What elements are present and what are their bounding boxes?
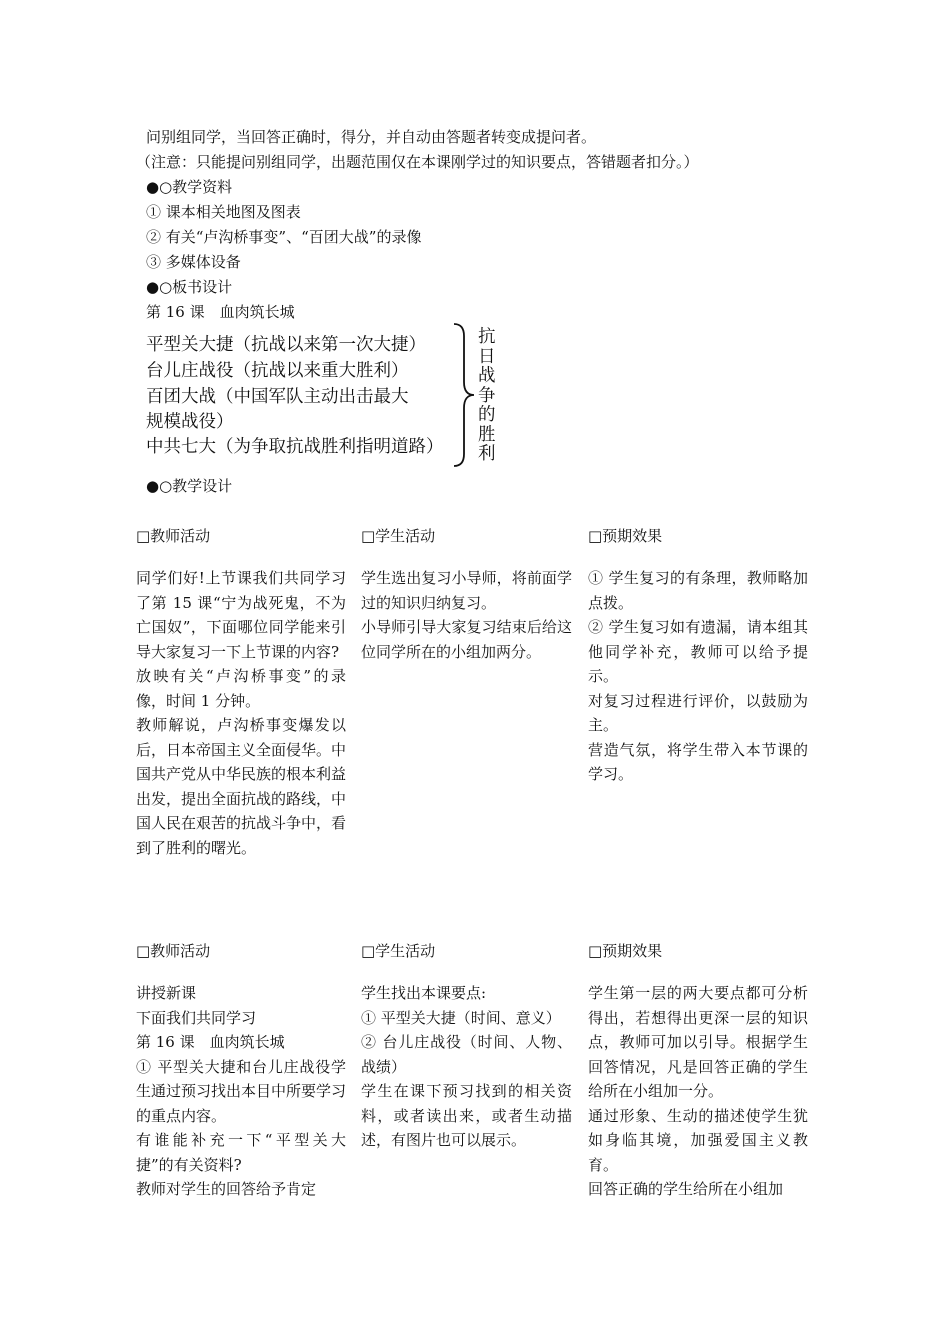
board-side-label (478, 328, 498, 465)
s2-student-column (361, 981, 572, 1153)
intro-line-1: 问别组同学，当回答正确时，得分，并自动由答题者转变成提问者。 (146, 128, 597, 146)
s2-student-para: ② 台儿庄战役（时间、人物、战绩） (361, 1033, 572, 1076)
side-char: 日 (478, 346, 496, 367)
board-item-2: 台儿庄战役（抗战以来重大胜利） (146, 361, 409, 381)
s2-header-teacher: □教师活动 (136, 942, 211, 960)
materials-heading: ●○教学资料 (146, 178, 233, 196)
board-lesson-title: 第 16 课 血肉筑长城 (146, 303, 295, 321)
s1-effect-para: 对复习过程进行评价，以鼓励为主。 (588, 691, 808, 734)
s1-student-para: 学生选出复习小导师，将前面学过的知识归纳复习。 (361, 569, 572, 612)
s1-teacher-column (136, 566, 346, 860)
board-item-1: 平型关大捷（抗战以来第一次大捷） (146, 335, 426, 355)
s2-teacher-para: ① 平型关大捷和台儿庄战役学生通过预习找出本目中所要学习的重点内容。 (136, 1057, 347, 1125)
right-brace (450, 322, 478, 468)
s2-teacher-para: 下面我们共同学习 (136, 1008, 257, 1027)
s1-teacher-para: 放映有关“卢沟桥事变”的录像，时间 1 分钟。 (136, 667, 346, 710)
s1-header-teacher: □教师活动 (136, 527, 211, 545)
s2-teacher-para: 教师对学生的回答给予肯定 (136, 1180, 317, 1198)
materials-item-1: ① 课本相关地图及图表 (146, 203, 301, 221)
s2-teacher-para: 有谁能补充一下“平型关大捷”的有关资料? (136, 1131, 346, 1174)
s1-effect-para: 营造气氛，将学生带入本节课的学习。 (588, 740, 808, 783)
side-char: 争 (478, 385, 496, 406)
s2-teacher-para: 第 16 课 血肉筑长城 (136, 1033, 285, 1051)
s1-student-column (361, 566, 572, 664)
side-char: 抗 (478, 327, 496, 347)
side-char: 的 (478, 405, 496, 425)
board-item-3: 百团大战（中国军队主动出击最大 (146, 387, 409, 407)
s1-header-student: □学生活动 (361, 527, 436, 545)
board-heading: ●○板书设计 (146, 278, 233, 296)
board-item-4: 规模战役） (146, 412, 234, 432)
s1-student-para: 小导师引导大家复习结束后给这位同学所在的小组加两分。 (361, 618, 572, 661)
s1-effect-para: ① 学生复习的有条理，教师略加点拨。 (588, 569, 808, 612)
s2-student-para: 学生在课下预习找到的相关资料，或者读出来，或者生动描述，有图片也可以展示。 (361, 1082, 572, 1149)
s2-header-effect: □预期效果 (588, 942, 663, 960)
materials-item-2: ② 有关“卢沟桥事变”、“百团大战”的录像 (146, 228, 422, 246)
design-heading: ●○教学设计 (146, 477, 233, 495)
s1-header-effect: □预期效果 (588, 527, 663, 545)
s2-student-para: 学生找出本课要点: (361, 984, 487, 1002)
board-item-5: 中共七大（为争取抗战胜利指明道路） (146, 437, 444, 457)
intro-line-2: （注意：只能提问别组同学，出题范围仅在本课刚学过的知识要点，答错题者扣分。） (136, 153, 699, 171)
s2-header-student: □学生活动 (361, 942, 436, 960)
side-char: 胜 (478, 424, 496, 445)
side-char: 战 (478, 366, 496, 386)
s2-effect-para: 通过形象、生动的描述使学生犹如身临其境，加强爱国主义教育。 (588, 1106, 808, 1174)
s2-teacher-column (136, 981, 346, 1202)
s2-teacher-para: 讲授新课 (136, 984, 197, 1002)
s1-teacher-para: 同学们好!上节课我们共同学习了第 15 课“宁为战死鬼，不为亡国奴”，下面哪位同学能来引导大家复习一下上节课的内容? (136, 569, 346, 661)
s2-student-para: ① 平型关大捷（时间、意义） (361, 1008, 561, 1027)
s2-effect-para: 学生第一层的两大要点都可分析得出，若想得出更深一层的知识点，教师可加以引导。根据学生回答情况，凡是回答正确的学生给所在小组加一分。 (588, 984, 808, 1100)
s1-effect-para: ② 学生复习如有遗漏，请本组其他同学补充，教师可以给予提示。 (588, 618, 808, 685)
s1-effect-column (588, 566, 808, 787)
materials-item-3: ③ 多媒体设备 (146, 253, 241, 271)
s1-teacher-para: 教师解说，卢沟桥事变爆发以后，日本帝国主义全面侵华。中国共产党从中华民族的根本利益出发，提出全面抗战的路线，中国人民在艰苦的抗战斗争中，看到了胜利的曙光。 (136, 716, 347, 857)
side-char: 利 (478, 444, 496, 464)
s2-effect-column (588, 981, 808, 1202)
s2-effect-para: 回答正确的学生给所在小组加 (588, 1180, 784, 1198)
